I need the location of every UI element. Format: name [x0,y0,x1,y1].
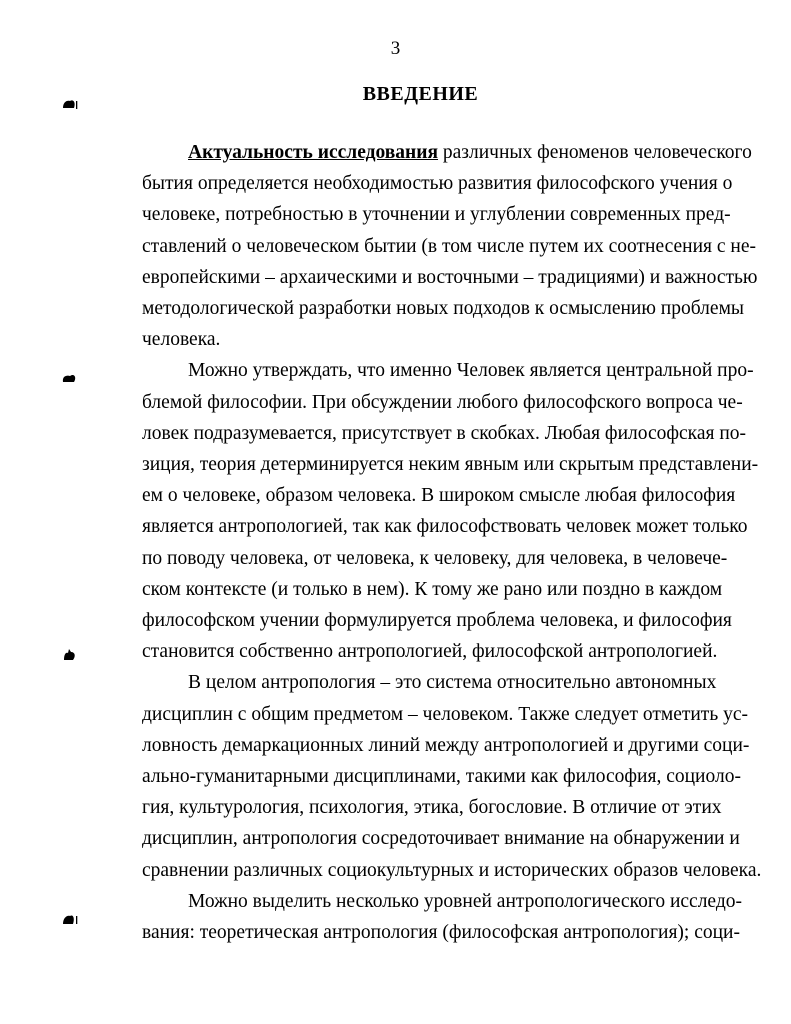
text-line: Можно утверждать, что именно Человек является центральной про- [188,360,754,382]
margin-blot-icon [62,912,76,924]
text-line: зиция, теория детерминируется неким явным или скрытым представлени- [142,454,759,476]
text-line: дисциплин с общим предметом – человеком. Также следует отметить ус- [142,703,748,725]
text-line: ском контексте (и только в нем). К тому же рано или поздно в каждом [142,578,723,600]
text-line: блемой философии. При обсуждении любого философского вопроса че- [142,391,743,413]
text-line: Актуальность исследования различных феноменов человеческого [188,142,752,163]
document-body [142,137,762,948]
text-line: является антропологией, так как философствовать человек может только [142,516,748,538]
text-line: Можно выделить несколько уровней антропологического исследо- [188,890,742,912]
paragraph-lead: Актуальность исследования [188,142,439,163]
paragraph [142,886,742,948]
paragraph [142,667,762,885]
paragraph [142,137,758,355]
text-line: ловек подразумевается, присутствует в скобках. Любая философская по- [142,422,747,444]
page-number: 3 [390,38,401,59]
text-line: В целом антропология – это система относительно автономных [188,672,717,694]
text-line: вания: теоретическая антропология (философская антропология); соци- [142,922,740,944]
text-line: становится собственно антропологией, философской антропологией. [142,641,718,663]
text-line: ставлений о человеческом бытии (в том числе путем их соотнесения с не- [142,235,756,257]
text-line: ловность демаркационных линий между антропологией и другими соци- [142,734,750,756]
margin-blot-icon [62,372,76,384]
text-line: европейскими – архаическими и восточными – традициями) и важностью [142,266,758,288]
margin-blot-icon [62,648,76,660]
text-line: сравнении различных социокультурных и исторических образов человека. [142,859,762,881]
page-title: ВВЕДЕНИЕ [362,83,479,105]
text-line: методологической разработки новых подходов к осмыслению проблемы [142,298,745,320]
text-line: бытия определяется необходимостью развития философского учения о [142,173,733,195]
text-line: по поводу человека, от человека, к человеку, для человека, в человече- [142,547,728,569]
text-line: философском учении формулируется проблема человека, и философия [142,610,732,632]
text-line: человека. [142,329,221,351]
text-line: ем о человеке, образом человека. В широком смысле любая философия [142,485,736,507]
margin-blot-icon [62,98,76,110]
text-line: ально-гуманитарными дисциплинами, такими как философия, социоло- [142,766,741,788]
paragraph [142,355,759,667]
text-line: человеке, потребностью в уточнении и углублении современных пред- [142,204,731,226]
text-line: гия, культурология, психология, этика, богословие. В отличие от этих [142,797,722,819]
text-line: дисциплин, антропология сосредоточивает внимание на обнаружении и [142,828,740,850]
